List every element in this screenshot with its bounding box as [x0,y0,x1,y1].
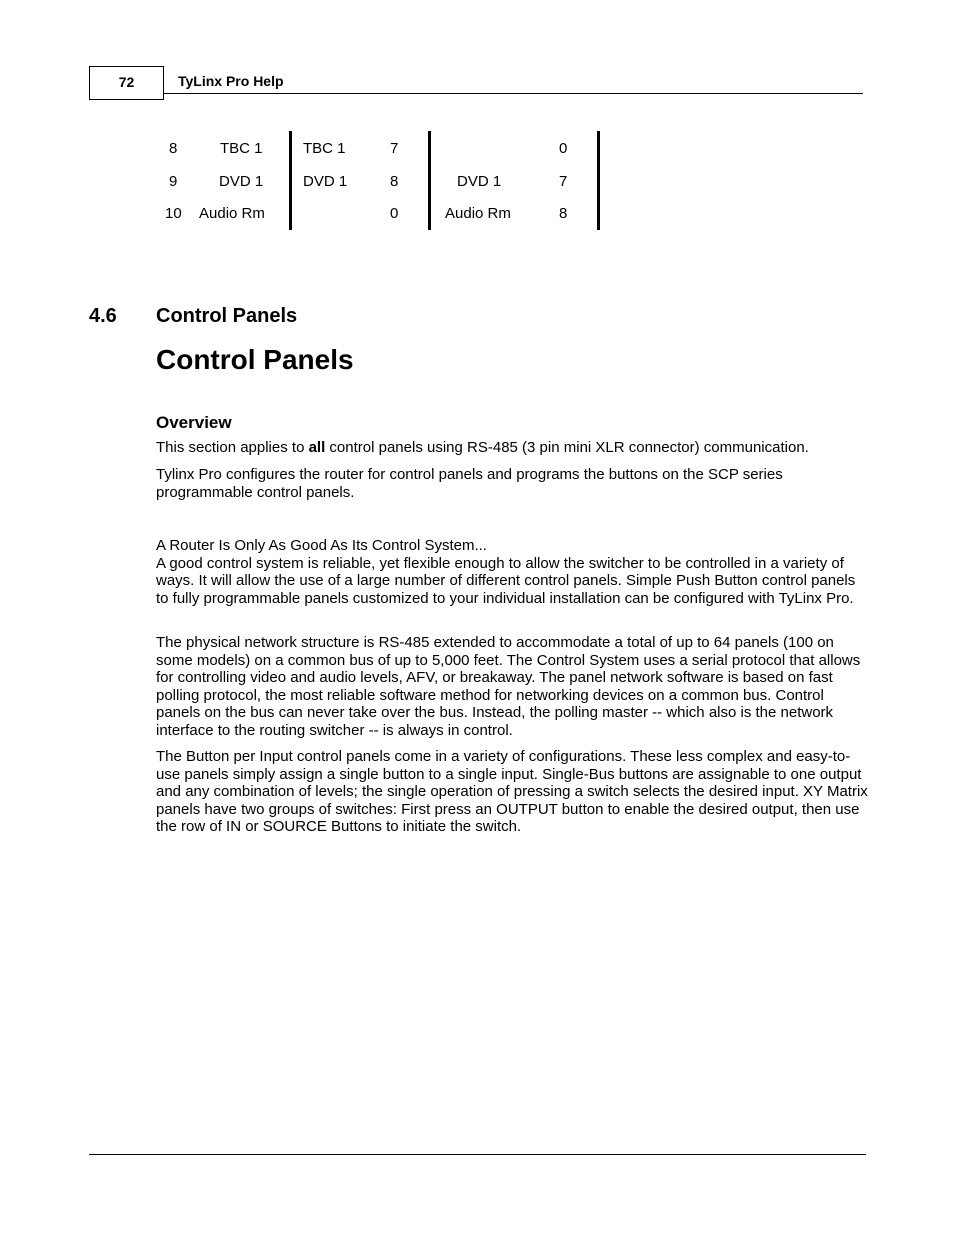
intro-text: This section applies to [156,439,309,456]
table-cell: DVD 1 [457,173,502,190]
table-cell: DVD 1 [219,173,264,190]
section-heading: Control Panels [156,305,298,327]
control-system-lead: A Router Is Only As Good As Its Control System... [156,537,487,554]
control-system-block [156,537,868,607]
table-cell: TBC 1 [303,140,346,157]
table-divider [428,131,431,230]
table-cell: 8 [390,173,399,190]
table-cell: 0 [390,205,399,222]
table-cell: 0 [559,140,568,157]
footer-divider [89,1154,866,1155]
table-cell: 7 [390,140,399,157]
overview-heading: Overview [156,413,232,432]
table-cell: Audio Rm [445,205,511,222]
routing-table [150,131,610,231]
table-cell: 9 [169,173,178,190]
table-cell: TBC 1 [220,140,263,157]
page-number: 72 [89,66,164,100]
intro-paragraph [156,439,868,457]
page-title: Control Panels [156,344,354,375]
document-title: TyLinx Pro Help [178,73,284,89]
table-cell: 10 [165,205,182,222]
intro-text-end: control panels using RS-485 (3 pin mini XLR connector) communication. [325,439,809,456]
button-panels-paragraph: The Button per Input control panels come in a variety of configurations. These less complex and easy-to-use panels simply assign a single button to a single input. Single-Bus buttons are assignable to one output and any combination of levels; the single operation of pressing a switch selects the desired input. XY Matrix panels have two groups of switches: First press an OUTPUT button to enable the desired output, then use the row of IN or SOURCE Buttons to initiate the switch. [156,748,868,836]
control-system-paragraph: A good control system is reliable, yet flexible enough to allow the switcher to be controlled in a variety of ways. It will allow the use of a large number of different control panels. Simple Push Button control panels to fully programmable panels customized to your individual installation can be configured with TyLinx Pro. [156,554,856,607]
intro-emphasis: all [308,439,326,456]
table-divider [597,131,600,230]
network-paragraph: The physical network structure is RS-485 extended to accommodate a total of up to 64 panels (100 on some models) on a common bus of up to 5,000 feet. The Control System uses a serial protocol that allows for controlling video and audio levels, AFV, or breakaway. The panel network software is based on fast polling protocol, the most reliable software method for networking devices on a common bus. Control panels on the bus can never take over the bus. Instead, the polling master -- which also is the network interface to the routing switcher -- is always in control. [156,634,861,739]
configuration-paragraph: Tylinx Pro configures the router for control panels and programs the buttons on the SCP series programmable control panels. [156,466,783,501]
table-cell: Audio Rm [199,205,265,222]
section-number: 4.6 [89,305,117,327]
table-cell: 7 [559,173,568,190]
table-cell: DVD 1 [303,173,348,190]
table-cell: 8 [169,140,178,157]
table-divider [289,131,292,230]
table-cell: 8 [559,205,568,222]
header-divider [164,93,863,94]
